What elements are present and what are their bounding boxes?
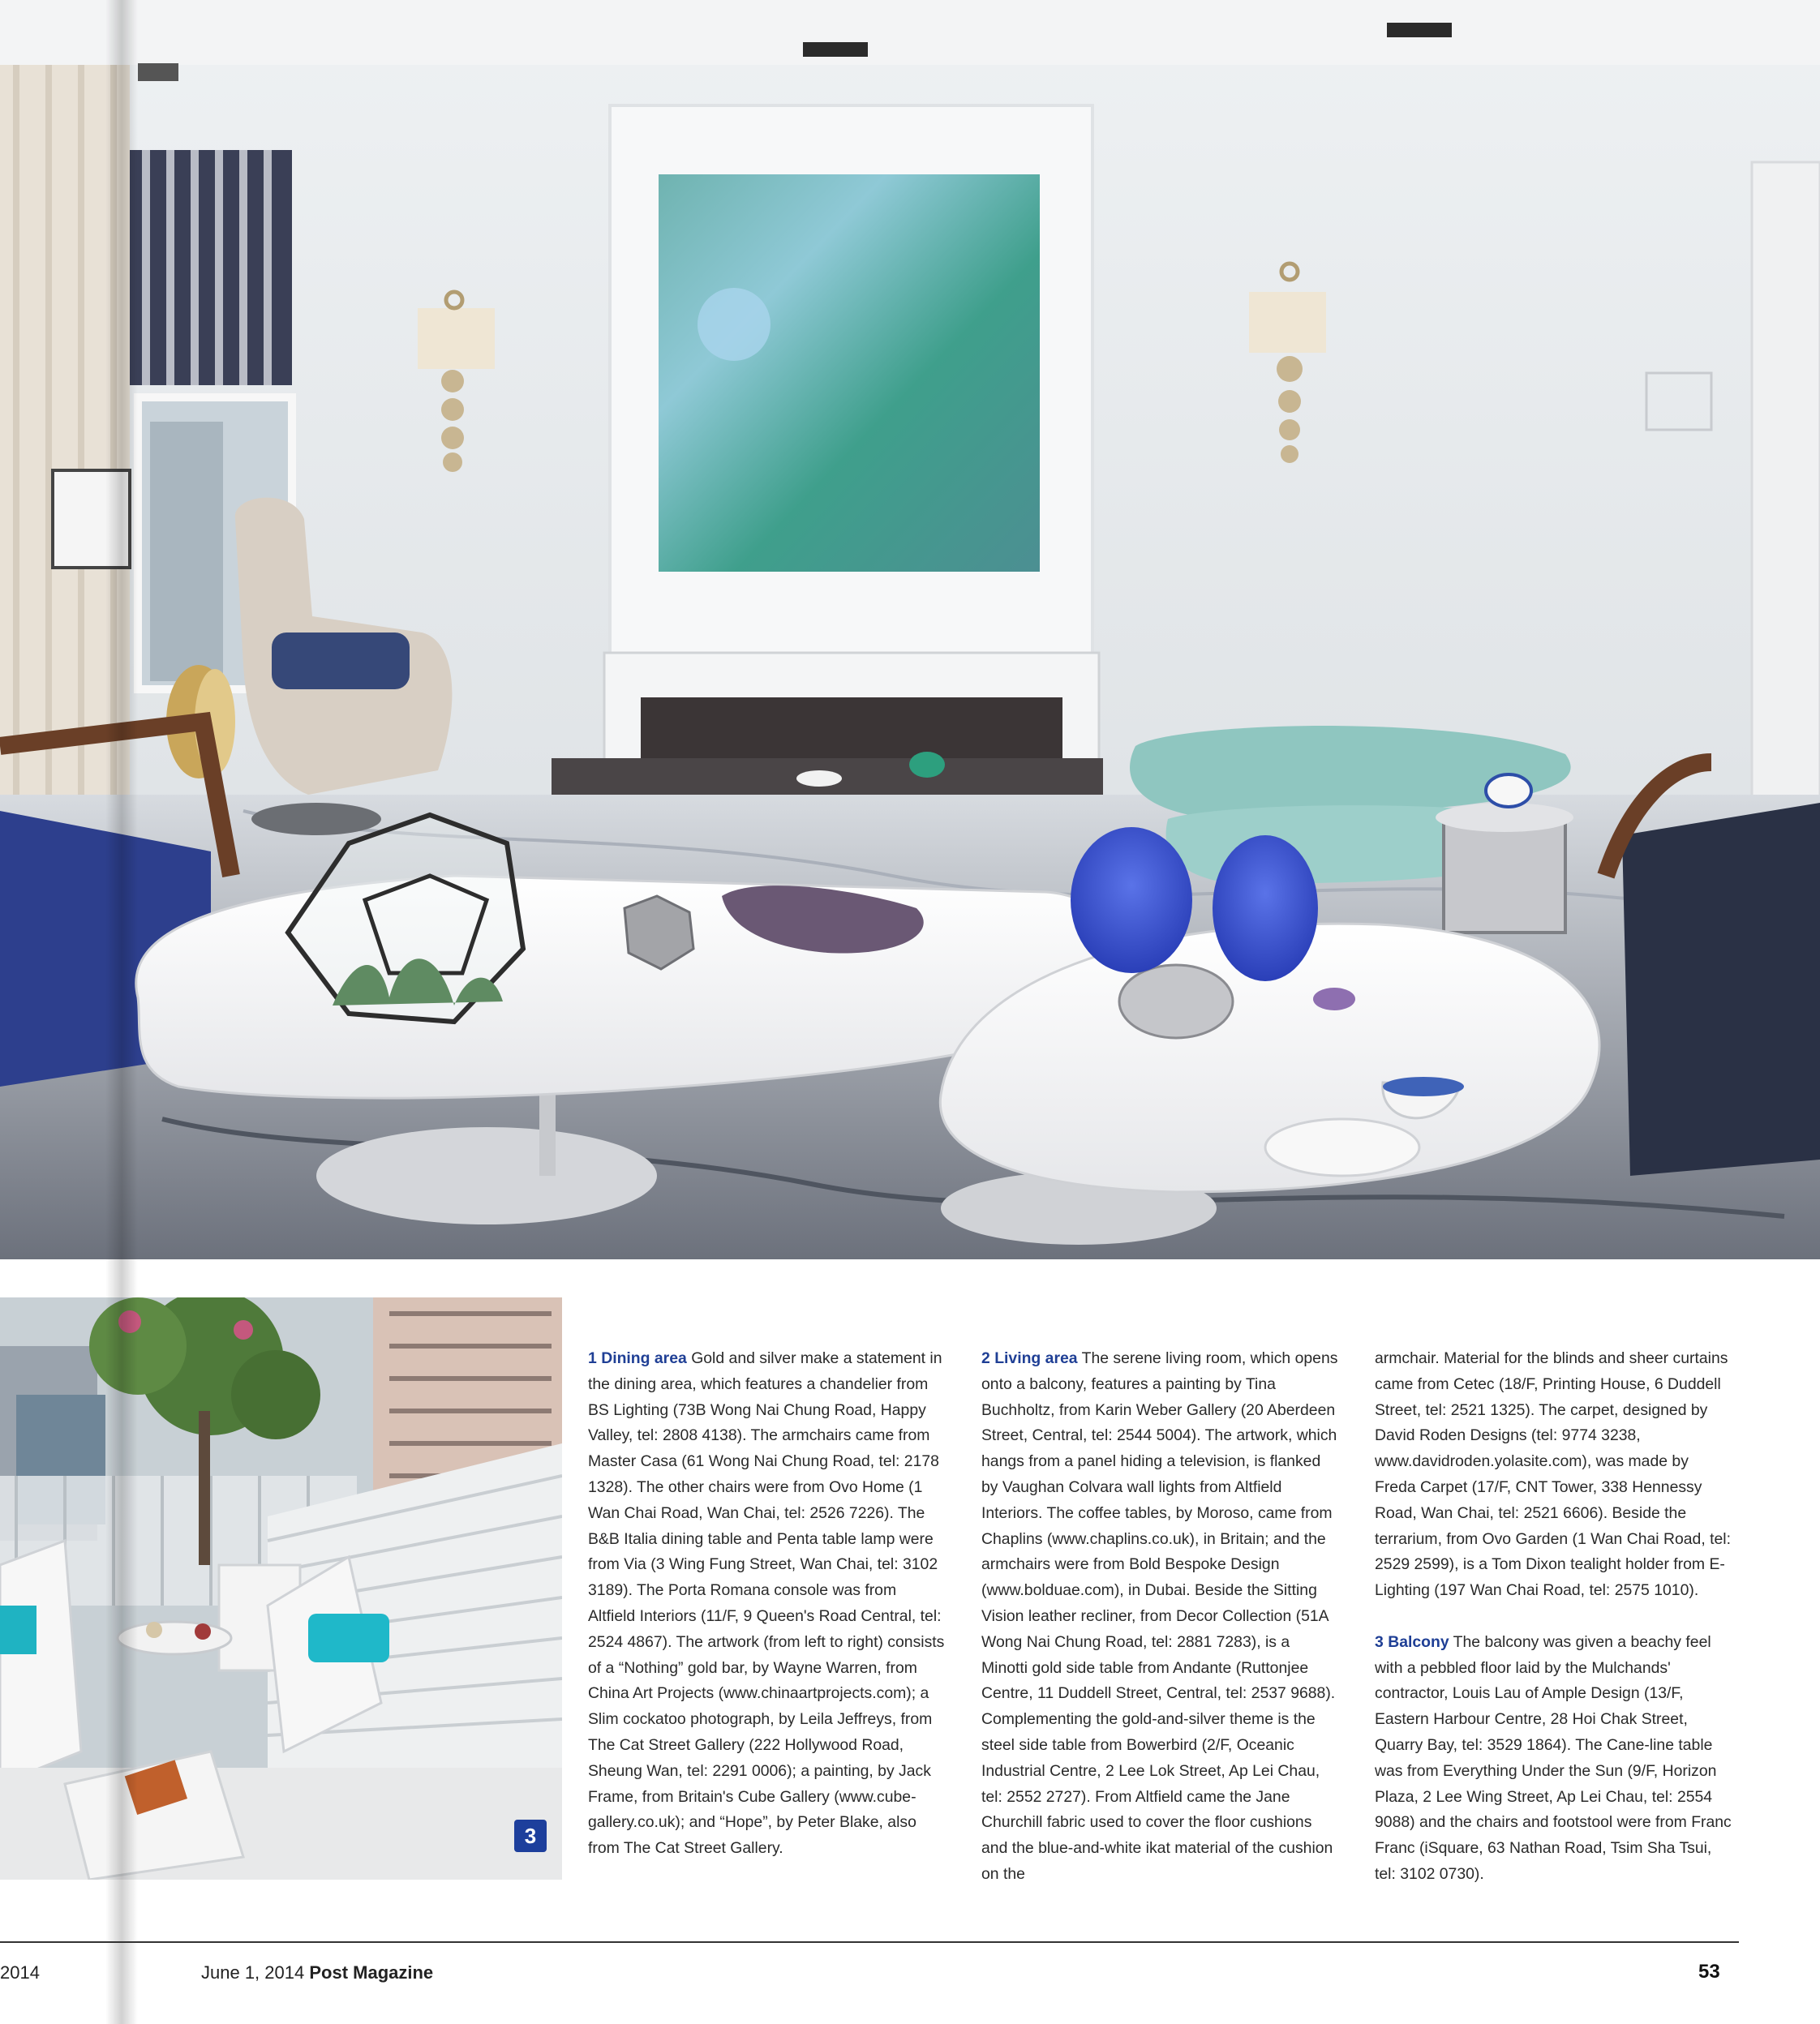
caption-column-2: [981, 1346, 1338, 1914]
painting: [659, 174, 1040, 572]
caption-text: The serene living room, which opens onto a balcony, features a painting by Tina Buchholtz, from Karin Weber Gallery (20 Aberdeen Street, Central, tel: 2544 5004). The artwork, which hangs from a panel hiding a television, is flanked by Vaughan Colvara wall lights from Altfield Interiors. The coffee tables, by Moroso, came from Chaplins (www.chaplins.co.uk), in Britain; and the armchairs were from Bold Bespoke Design (www.bolduae.com), in Dubai. Beside the Sitting Vision leather recliner, from Decor Collection (51A Wong Nai Chung Road, tel: 2881 7283), is a Minotti gold side table from Andante (Ruttonjee Centre, 11 Duddell Street, Central, tel: 2537 9688). Complementing the gold-and-silver theme is the steel side table from Bowerbird (2/F, Oceanic Industrial Centre, 2 Lee Lok Street, Ap Lei Chau, tel: 2552 2727). From Altfield came the Jane Churchill fabric used to cover the floor cushions and the blue-and-white ikat material of the cushion on the: [981, 1349, 1338, 1883]
caption-text: The balcony was given a beachy feel with a pebbled floor laid by the Mulchands' contractor, Louis Lau of Ample Design (13/F, Eastern Harbour Centre, 28 Hoi Chak Street, Quarry Bay, tel: 3529 1864). The Cane-line table was from Everything Under the Sun (9/F, Horizon Plaza, 2 Lee Wing Street, Ap Lei Chau, tel: 2554 9088) and the chairs and footstool were from Franc Franc (iSquare, 63 Nathan Road, Tsim Sha Tsui, tel: 3102 0730).: [1375, 1632, 1732, 1883]
issue-date: June 1, 2014: [201, 1962, 305, 1983]
facing-page-folio: 2014: [0, 1962, 40, 1983]
caption-column-1: [588, 1346, 945, 1888]
balcony-photo: [0, 1297, 562, 1880]
caption-column-3: [1375, 1346, 1732, 1914]
caption-heading: 3 Balcony: [1375, 1632, 1449, 1651]
caption-living-area-continued: armchair. Material for the blinds and sheer curtains came from Cetec (18/F, Printing House, 6 Duddell Street, tel: 2521 1325). The carpet, designed by David Roden Designs (tel: 9774 3238, www.davidroden.yolasite.com), was made by Freda Carpet (17/F, CNT Tower, 338 Hennessy Road, Wan Chai, tel: 2521 6606). Beside the terrarium, from Ovo Garden (1 Wan Chai Road, tel: 2529 2599), is a Tom Dixon tealight holder from E-Lighting (197 Wan Chai Road, tel: 2575 1010).: [1375, 1349, 1731, 1600]
ceiling-light-right: [1387, 23, 1452, 37]
caption-balcony: [1375, 1630, 1732, 1888]
caption-heading: 2 Living area: [981, 1349, 1078, 1367]
publication-name: Post Magazine: [309, 1962, 434, 1983]
caption-dining-area: [588, 1346, 945, 1862]
ceiling-light-left: [803, 42, 868, 57]
caption-text: Gold and silver make a statement in the dining area, which features a chandelier from BS Lighting (73B Wong Nai Chung Road, Happy Valley, tel: 2808 4138). The armchairs came from Master Casa (61 Wong Nai Chung Road, tel: 2178 1328). The other chairs were from Ovo Home (1 Wan Chai Road, Wan Chai, tel: 2526 7226). The B&B Italia dining table and Penta table lamp were from Via (3 Wing Fung Street, Wan Chai, tel: 3102 3189). The Porta Romana console was from Altfield Interiors (11/F, 9 Queen's Road Central, tel: 2524 4867). The artwork (from left to right) consists of a “Nothing” gold bar, by Wayne Warren, from China Art Projects (www.chinaartprojects.com); a Slim cockatoo photograph, by Leila Jeffreys, from The Cat Street Gallery (222 Hollywood Road, Sheung Wan, tel: 2291 0006); a painting, by Jack Frame, from Britain's Cube Gallery (www.cube-gallery.co.uk); and “Hope”, by Peter Blake, also from The Cat Street Gallery.: [588, 1349, 945, 1858]
balcony-illustration: [0, 1297, 562, 1880]
footer-rule: [0, 1941, 1739, 1943]
photo-number-badge: 3: [514, 1820, 547, 1852]
folio-date-line: [201, 1962, 433, 1983]
caption-heading: 1 Dining area: [588, 1349, 687, 1367]
page-number: 53: [1698, 1961, 1720, 1983]
caption-living-area: [981, 1346, 1338, 1888]
